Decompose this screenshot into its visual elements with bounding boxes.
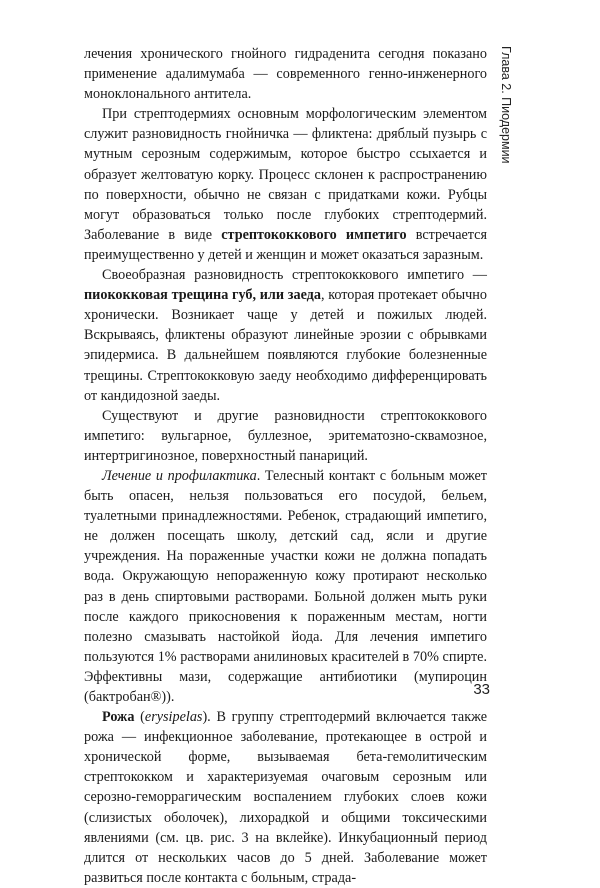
page-number: 33 bbox=[473, 681, 490, 698]
term-erysipelas-latin: erysipelas bbox=[144, 709, 203, 726]
section-heading-treatment: Лечение и профилактика bbox=[102, 467, 257, 484]
paragraph-6-paren: ( bbox=[134, 709, 145, 726]
paragraph-5-text: . Телесный контакт с больным может быть опасен, нельзя пользоваться его посудой, бельем, туалетными принадлежностями. Ребенок, страдающий импетиго, не должен посещать школу, детский сад, ясли и другие учреждения. На пораженные участки кожи не должна попадать вода. Окружающую непораженную кожу протирают несколько раз в день спиртовыми растворами. Больной должен мыть руки после каждого прикосновения к пораженным местам, ногти полезно смазывать настойкой йода. Для лечения импетиго пользуются 1% растворами анилиновых красителей в 70% спирте. Эффективны мази, содержащие антибиотики (мупироцин (бактробан®)). bbox=[84, 467, 488, 705]
paragraph-6 bbox=[84, 707, 487, 888]
paragraph-1-text: лечения хронического гнойного гидраденита сегодня показано применение адалимумаба — современного генно-инженерного моноклонального антитела. bbox=[84, 46, 487, 103]
page-body bbox=[84, 44, 487, 888]
term-angular-cheilitis: пиококковая трещина губ, или заеда bbox=[84, 287, 321, 304]
term-erysipelas: Рожа bbox=[102, 709, 135, 726]
paragraph-3 bbox=[84, 265, 487, 406]
term-strep-impetigo: стрептококкового импетиго bbox=[221, 226, 407, 243]
paragraph-3-end: , которая протекает обычно хронически. Возникает чаще у детей и пожилых людей. Вскрываясь, фликтены образуют линейные эрозии с обрывками эпидермиса. В дальнейшем появляются глубокие болезненные трещины. Стрептококковую заеду необходимо дифференцировать от кандидозной заеды. bbox=[84, 287, 487, 404]
paragraph-2-text: При стрептодермиях основным морфологическим элементом служит разновидность гнойничка — фликтена: дряблый пузырь с мутным серозным содержимым, которое быстро ссыхается и образует желтоватую корку. Процесс склонен к распространению по поверхности, обычно не связан с придатками кожи. Рубцы могут образоваться только после глубоких стрептодермий. Заболевание в виде bbox=[84, 106, 487, 243]
paragraph-3-text: Своеобразная разновидность стрептококкового импетиго — bbox=[102, 267, 487, 284]
chapter-title: Глава 2. Пиодермии bbox=[499, 46, 513, 164]
paragraph-1 bbox=[84, 44, 487, 104]
paragraph-4 bbox=[84, 406, 487, 466]
paragraph-4-text: Существуют и другие разновидности стрептококкового импетиго: вульгарное, буллезное, эритематозно-сквамозное, интертригинозное, поверхностный панариций. bbox=[84, 407, 487, 464]
paragraph-5 bbox=[84, 466, 487, 707]
paragraph-2-end: встречается преимущественно у детей и женщин и может оказаться заразным. bbox=[84, 226, 488, 263]
paragraph-2 bbox=[84, 104, 487, 265]
chapter-running-head bbox=[499, 46, 519, 266]
paragraph-6-text: ). В группу стрептодермий включается также рожа — инфекционное заболевание, протекающее в острой и хронической форме, вызываемая бета-гемолитическим стрептококком и характеризуемая очаговым серозным или серозно-геморрагическим воспалением глубоких слоев кожи (слизистых оболочек), лихорадкой и общими токсическими явлениями (см. цв. рис. 3 на вклейке). Инкубационный период длится от нескольких часов до 5 дней. Заболевание может развиться после контакта с больным, страда- bbox=[84, 709, 487, 886]
